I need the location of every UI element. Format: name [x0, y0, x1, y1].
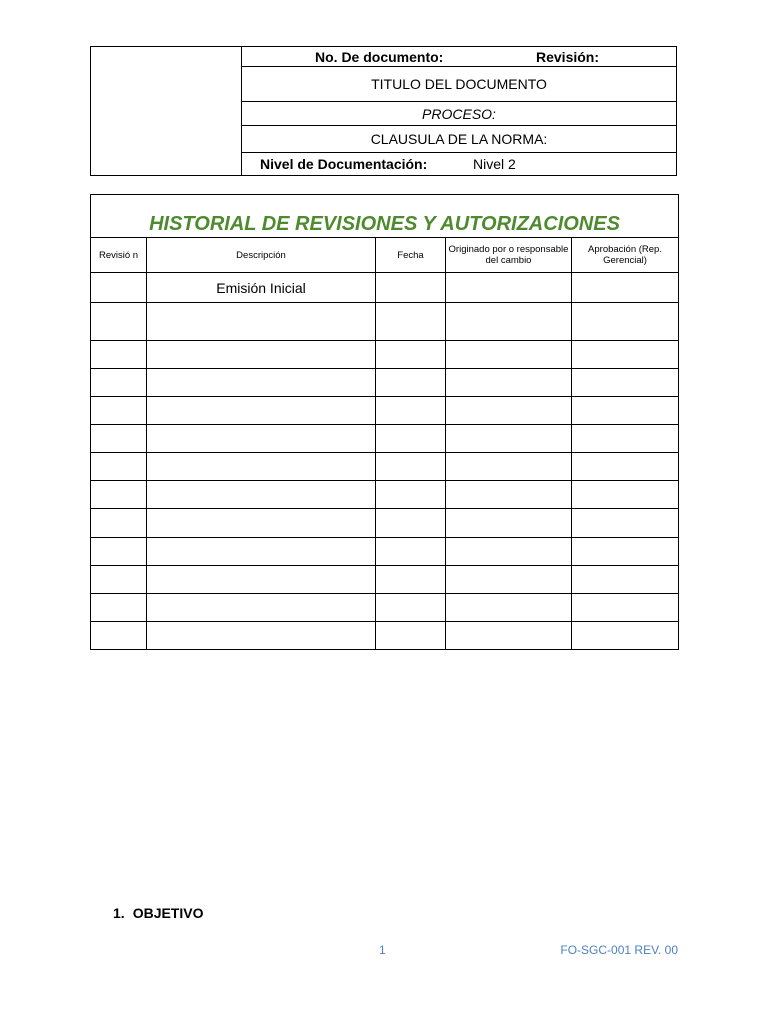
table-cell — [446, 566, 572, 594]
table-row — [91, 397, 679, 425]
table-cell — [376, 397, 446, 425]
table-cell — [91, 509, 147, 538]
table-cell — [147, 622, 376, 650]
doc-number-label: No. De documento: — [315, 48, 444, 65]
table-cell — [572, 566, 679, 594]
table-row — [91, 509, 679, 538]
documentation-level-row — [242, 153, 676, 175]
table-cell — [147, 481, 376, 509]
table-cell — [91, 303, 147, 341]
table-cell — [376, 509, 446, 538]
table-cell — [91, 481, 147, 509]
table-row — [91, 453, 679, 481]
table-cell — [376, 453, 446, 481]
table-cell — [446, 369, 572, 397]
table-cell — [446, 481, 572, 509]
table-cell — [147, 509, 376, 538]
table-row — [91, 566, 679, 594]
column-header: Descripción — [147, 238, 376, 273]
table-cell — [376, 425, 446, 453]
table-cell — [147, 425, 376, 453]
table-cell — [446, 303, 572, 341]
table-cell — [376, 566, 446, 594]
table-row — [91, 341, 679, 369]
page-number: 1 — [379, 943, 386, 957]
process-row — [242, 102, 676, 126]
table-cell — [376, 594, 446, 622]
table-cell — [572, 303, 679, 341]
table-row — [91, 425, 679, 453]
table-cell — [147, 397, 376, 425]
table-cell: Emisión Inicial — [147, 273, 376, 303]
table-cell — [572, 594, 679, 622]
table-row — [91, 273, 679, 303]
table-cell — [446, 273, 572, 303]
table-row — [91, 303, 679, 341]
form-code: FO-SGC-001 REV. 00 — [560, 943, 678, 957]
table-cell — [572, 538, 679, 566]
table-cell — [376, 273, 446, 303]
table-cell — [446, 594, 572, 622]
revision-label: Revisión: — [536, 48, 600, 65]
revision-history-table — [90, 194, 679, 650]
table-cell — [446, 425, 572, 453]
table-cell — [376, 341, 446, 369]
table-cell — [91, 397, 147, 425]
table-cell — [376, 303, 446, 341]
column-header: Revisió n — [91, 238, 147, 273]
column-header: Fecha — [376, 238, 446, 273]
table-cell — [572, 369, 679, 397]
table-cell — [91, 566, 147, 594]
table-cell — [572, 273, 679, 303]
table-cell — [572, 397, 679, 425]
table-cell — [91, 425, 147, 453]
documentation-level-value: Nivel 2 — [473, 156, 516, 172]
table-cell — [446, 622, 572, 650]
section-heading-objective — [113, 905, 203, 921]
doc-number-row — [242, 47, 676, 67]
table-cell — [446, 538, 572, 566]
table-cell — [91, 538, 147, 566]
table-cell — [147, 566, 376, 594]
table-row — [91, 622, 679, 650]
table-cell — [572, 341, 679, 369]
table-cell — [147, 453, 376, 481]
logo-cell — [91, 47, 242, 175]
column-header: Originado por o responsable del cambio — [446, 238, 572, 273]
table-cell — [572, 481, 679, 509]
table-cell — [91, 369, 147, 397]
revision-history-title: HISTORIAL DE REVISIONES Y AUTORIZACIONES — [91, 195, 679, 238]
table-cell — [147, 341, 376, 369]
section-title: OBJETIVO — [132, 905, 204, 921]
table-cell — [446, 341, 572, 369]
documentation-level-label: Nivel de Documentación: — [260, 156, 428, 172]
standard-clause-label: CLAUSULA DE LA NORMA: — [370, 131, 548, 147]
column-header: Aprobación (Rep. Gerencial) — [572, 238, 679, 273]
table-cell — [147, 303, 376, 341]
table-row — [91, 369, 679, 397]
table-cell — [376, 622, 446, 650]
table-cell — [572, 509, 679, 538]
process-label: PROCESO: — [422, 105, 496, 122]
revision-rows — [91, 273, 679, 650]
table-cell — [91, 453, 147, 481]
document-header — [90, 46, 677, 176]
table-cell — [446, 509, 572, 538]
section-number: 1. — [113, 905, 125, 921]
document-title: TITULO DEL DOCUMENTO — [371, 76, 547, 92]
title-row — [242, 67, 676, 102]
clause-row — [242, 126, 676, 153]
table-cell — [91, 341, 147, 369]
table-cell — [376, 369, 446, 397]
table-cell — [147, 594, 376, 622]
table-cell — [91, 273, 147, 303]
table-cell — [572, 425, 679, 453]
table-cell — [147, 369, 376, 397]
column-header-row — [91, 238, 679, 273]
table-cell — [91, 622, 147, 650]
table-row — [91, 481, 679, 509]
table-row — [91, 594, 679, 622]
table-cell — [376, 481, 446, 509]
table-cell — [147, 538, 376, 566]
table-cell — [376, 538, 446, 566]
table-cell — [91, 594, 147, 622]
table-cell — [446, 453, 572, 481]
table-row — [91, 538, 679, 566]
table-cell — [572, 453, 679, 481]
table-cell — [446, 397, 572, 425]
table-cell — [572, 622, 679, 650]
